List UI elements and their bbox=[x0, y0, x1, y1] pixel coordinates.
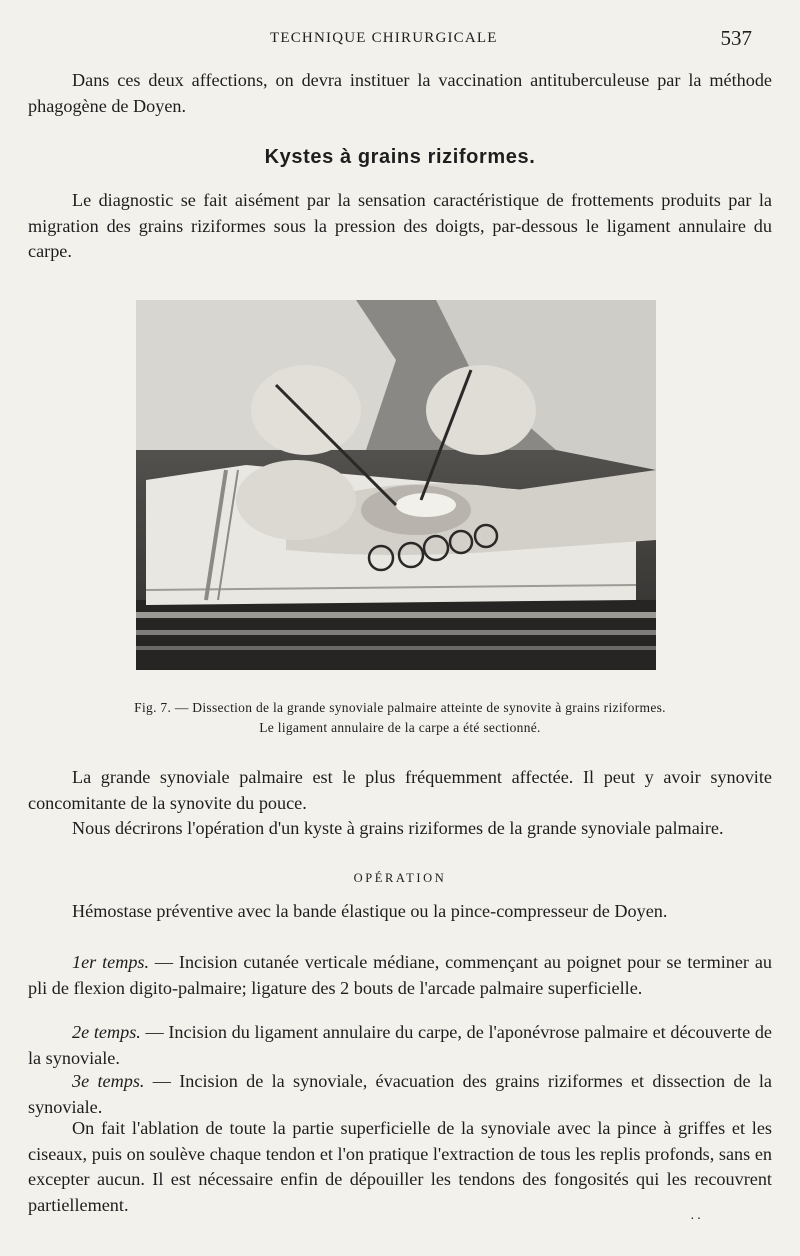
page-number: 537 bbox=[720, 26, 752, 50]
stage-2-paragraph bbox=[28, 1020, 772, 1071]
figure-caption-line2: Le ligament annulaire de la carpe a été sectionné. bbox=[259, 720, 541, 735]
closing-paragraph: On fait l'ablation de toute la partie superficielle de la synoviale avec la pince à griffes et les ciseaux, puis on soulève chaque tendon et l'on pratique l'extraction de tous les replis profonds, sans en excepter aucun. Il est nécessaire enfin de dépouiller les tendons des fongosités qui les recouvrent partiellement. bbox=[28, 1118, 772, 1215]
running-head bbox=[0, 26, 800, 54]
intro-paragraph: Dans ces deux affections, on devra instituer la vaccination antituberculeuse par la méthode phagogène de Doyen. bbox=[28, 70, 772, 116]
stage-3-paragraph bbox=[28, 1069, 772, 1120]
figure-caption-line1: Fig. 7. — Dissection de la grande synoviale palmaire atteinte de synovite à grains riziformes. bbox=[134, 700, 666, 715]
diagnosis-paragraph: Le diagnostic se fait aisément par la sensation caractéristique de frottements produits par la migration des grains riziformes sous la pression des doigts, par-dessous le ligament annulaire du carpe. bbox=[28, 190, 772, 261]
operation-label: OPÉRATION bbox=[353, 871, 447, 885]
section-title: Kystes à grains riziformes. bbox=[264, 146, 536, 168]
stage-1-text: — Incision cutanée verticale médiane, commençant au poignet pour se terminer au pli de flexion digito-palmaire; ligature des 2 bouts de l'arcade palmaire superficielle. bbox=[28, 952, 772, 998]
stage-1-name: 1er temps. bbox=[72, 952, 150, 972]
running-title: TECHNIQUE CHIRURGICALE bbox=[270, 30, 498, 46]
printer-mark: ·· bbox=[690, 1212, 704, 1227]
stage-3-text: — Incision de la synoviale, évacuation des grains riziformes et dissection de la synoviale. bbox=[28, 1071, 772, 1117]
stage-3-name: 3e temps. bbox=[72, 1071, 145, 1091]
surgical-photograph bbox=[136, 300, 656, 670]
stage-2-text: — Incision du ligament annulaire du carpe, de l'aponévrose palmaire et découverte de la synoviale. bbox=[28, 1022, 772, 1068]
left-hand bbox=[251, 365, 361, 455]
hemostase-paragraph: Hémostase préventive avec la bande élastique ou la pince-compresseur de Doyen. bbox=[72, 901, 668, 921]
stage-1-paragraph bbox=[28, 950, 772, 1001]
left-lower-hand bbox=[236, 460, 356, 540]
body-paragraph-1: La grande synoviale palmaire est le plus fréquemment affectée. Il peut y avoir synovite concomitante de la synovite du pouce. bbox=[28, 767, 772, 813]
stage-2-name: 2e temps. bbox=[72, 1022, 141, 1042]
surgery-illustration bbox=[136, 300, 656, 670]
body-paragraph-2: Nous décrirons l'opération d'un kyste à grains riziformes de la grande synoviale palmaire. bbox=[72, 818, 724, 838]
